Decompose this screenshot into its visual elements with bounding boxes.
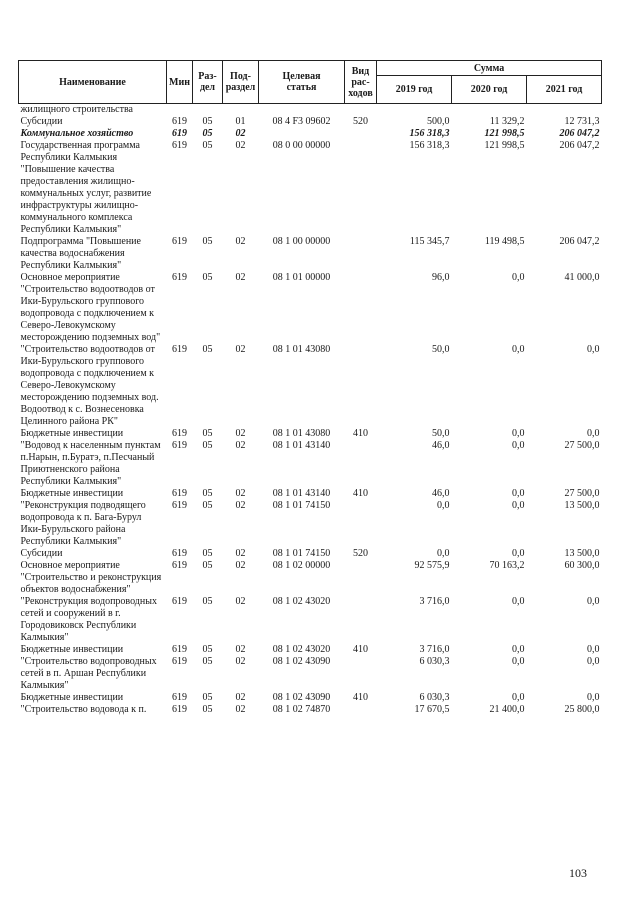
header-year-2021: 2021 год	[527, 76, 602, 104]
cell-name: Бюджетные инвестиции	[20, 428, 124, 439]
cell-2020: 0,0	[512, 488, 525, 499]
cell-2019: 500,0	[427, 116, 450, 127]
cell-name: "Строительство водоотводов от Ики-Бурульского группового водопровода с подключением к Северо-Левокумскому месторождению подземных вод. Водоотвод к с. Вознесеновка Целинного района РК"	[20, 344, 159, 427]
cell-2021: 41 000,0	[564, 272, 600, 283]
cell-vid: 410	[353, 488, 368, 499]
table-row	[19, 656, 602, 692]
cell-2020: 70 163,2	[489, 560, 525, 571]
cell-2019: 6 030,3	[419, 656, 450, 667]
cell-2020: 0,0	[512, 656, 525, 667]
cell-min: 619	[172, 548, 187, 559]
header-min: Мин	[167, 61, 193, 104]
cell-podrazdel	[223, 104, 259, 117]
cell-vid	[345, 236, 377, 272]
table-row	[19, 104, 602, 117]
cell-2021: 13 500,0	[564, 500, 600, 511]
cell-celevaya: 08 1 00 00000	[272, 236, 331, 247]
header-razdel: Раз- дел	[193, 61, 223, 104]
header-name: Наименование	[19, 61, 167, 104]
page-number: 103	[569, 866, 587, 880]
cell-2019: 96,0	[432, 272, 450, 283]
cell-min: 619	[172, 692, 187, 703]
cell-2021	[527, 104, 602, 117]
cell-podrazdel: 02	[235, 644, 246, 655]
cell-razdel: 05	[202, 128, 213, 139]
header-vid: Вид рас- ходов	[345, 61, 377, 104]
cell-2020: 11 329,2	[489, 116, 525, 127]
cell-2020	[452, 104, 527, 117]
cell-2021: 60 300,0	[564, 560, 600, 571]
cell-2019: 92 575,9	[414, 560, 450, 571]
cell-name: Бюджетные инвестиции	[20, 692, 124, 703]
cell-celevaya	[259, 104, 345, 117]
cell-name: Основное мероприятие "Строительство водоотводов от Ики-Бурульского группового водопровода с подключением к Северо-Левокумскому месторождению подземных вод"	[20, 272, 161, 343]
cell-2019: 3 716,0	[419, 644, 450, 655]
cell-celevaya: 08 1 01 43080	[272, 428, 331, 439]
cell-name: Государственная программа Республики Калмыкия "Повышение качества предоставления жилищно-коммунальных услуг, развитие инфраструктуры жилищно-коммунального комплекса Республики Калмыкия"	[20, 140, 152, 235]
cell-vid	[345, 104, 377, 117]
cell-name: Коммунальное хозяйство	[20, 128, 134, 139]
cell-min: 619	[172, 644, 187, 655]
cell-razdel: 05	[202, 548, 213, 559]
table-body	[19, 104, 602, 717]
table-row	[19, 704, 602, 716]
cell-podrazdel: 02	[235, 272, 246, 283]
cell-podrazdel: 02	[235, 236, 246, 247]
cell-celevaya: 08 1 01 43080	[272, 344, 331, 355]
cell-name: "Реконструкция подводящего водопровода к п. Бага-Бурул Ики-Бурульского района Республики Калмыкия"	[20, 500, 146, 547]
table-row	[19, 548, 602, 560]
cell-celevaya	[259, 128, 345, 140]
cell-celevaya: 08 1 02 43090	[272, 692, 331, 703]
cell-podrazdel: 02	[235, 704, 246, 715]
cell-min: 619	[172, 596, 187, 607]
cell-razdel: 05	[202, 236, 213, 247]
table-header	[19, 61, 602, 104]
cell-name: "Строительство водопроводных сетей в п. Аршан Республики Калмыкия"	[20, 656, 157, 691]
cell-vid: 520	[353, 548, 368, 559]
cell-podrazdel: 02	[235, 488, 246, 499]
cell-2021: 25 800,0	[564, 704, 600, 715]
cell-vid: 520	[353, 116, 368, 127]
cell-2019: 17 670,5	[414, 704, 450, 715]
cell-celevaya: 08 1 02 43020	[272, 596, 331, 607]
cell-min: 619	[172, 116, 187, 127]
cell-razdel: 05	[202, 692, 213, 703]
cell-2021: 0,0	[587, 656, 600, 667]
cell-celevaya: 08 1 01 43140	[272, 488, 331, 499]
cell-celevaya: 08 1 01 43140	[272, 440, 331, 451]
cell-podrazdel: 02	[235, 428, 246, 439]
cell-name: Подпрограмма "Повышение качества водоснабжения Республики Калмыкия"	[20, 236, 141, 271]
cell-min: 619	[172, 428, 187, 439]
cell-podrazdel: 02	[235, 140, 246, 151]
cell-podrazdel: 01	[235, 116, 246, 127]
cell-2021: 0,0	[587, 428, 600, 439]
cell-razdel: 05	[202, 704, 213, 715]
cell-2020: 0,0	[512, 428, 525, 439]
cell-razdel: 05	[202, 656, 213, 667]
table-row	[19, 344, 602, 428]
cell-2019: 46,0	[432, 440, 450, 451]
cell-min: 619	[172, 656, 187, 667]
table-row	[19, 236, 602, 272]
cell-2020: 121 998,5	[484, 140, 525, 151]
cell-2021: 27 500,0	[564, 440, 600, 451]
cell-2019: 3 716,0	[419, 596, 450, 607]
cell-razdel: 05	[202, 116, 213, 127]
cell-min: 619	[172, 128, 187, 139]
cell-podrazdel: 02	[235, 344, 246, 355]
cell-vid: 410	[353, 428, 368, 439]
cell-2019: 0,0	[437, 548, 450, 559]
cell-2020: 21 400,0	[489, 704, 525, 715]
cell-2019: 156 318,3	[409, 128, 450, 139]
cell-razdel: 05	[202, 596, 213, 607]
cell-name: Бюджетные инвестиции	[20, 488, 124, 499]
cell-2021: 0,0	[587, 596, 600, 607]
table-row	[19, 644, 602, 656]
cell-2019: 6 030,3	[419, 692, 450, 703]
cell-celevaya: 08 1 01 74150	[272, 500, 331, 511]
cell-razdel: 05	[202, 644, 213, 655]
cell-vid: 410	[353, 692, 368, 703]
cell-razdel: 05	[202, 140, 213, 151]
table-row	[19, 140, 602, 236]
cell-celevaya: 08 1 01 74150	[272, 548, 331, 559]
cell-2021: 0,0	[587, 644, 600, 655]
cell-min: 619	[172, 272, 187, 283]
cell-2019: 0,0	[437, 500, 450, 511]
cell-podrazdel: 02	[235, 440, 246, 451]
cell-min: 619	[172, 560, 187, 571]
cell-podrazdel: 02	[235, 656, 246, 667]
cell-name: Субсидии	[20, 116, 63, 127]
cell-celevaya: 08 1 01 00000	[272, 272, 331, 283]
cell-vid	[345, 596, 377, 644]
cell-name: Основное мероприятие "Строительство и реконструкция объектов водоснабжения"	[20, 560, 162, 595]
cell-2021: 206 047,2	[559, 128, 600, 139]
cell-2020: 0,0	[512, 644, 525, 655]
cell-name: "Реконструкция водопроводных сетей и сооружений в г. Городовиковск Республики Калмыкия"	[20, 596, 157, 643]
cell-razdel: 05	[202, 440, 213, 451]
cell-2019	[377, 104, 452, 117]
table-row	[19, 272, 602, 344]
cell-name: Субсидии	[20, 548, 63, 559]
cell-min: 619	[172, 488, 187, 499]
cell-min: 619	[172, 236, 187, 247]
cell-2020: 0,0	[512, 692, 525, 703]
cell-vid	[345, 704, 377, 716]
cell-vid: 410	[353, 644, 368, 655]
cell-celevaya: 08 0 00 00000	[272, 140, 331, 151]
cell-name: Бюджетные инвестиции	[20, 644, 124, 655]
cell-2021: 27 500,0	[564, 488, 600, 499]
table-row	[19, 116, 602, 128]
cell-2020: 121 998,5	[484, 128, 525, 139]
table-row	[19, 692, 602, 704]
cell-2019: 50,0	[432, 428, 450, 439]
table-row	[19, 128, 602, 140]
cell-2021: 13 500,0	[564, 548, 600, 559]
cell-2021: 0,0	[587, 344, 600, 355]
budget-table	[18, 60, 602, 716]
cell-2020: 119 498,5	[484, 236, 525, 247]
cell-razdel: 05	[202, 344, 213, 355]
cell-2019: 156 318,3	[409, 140, 450, 151]
cell-vid	[345, 440, 377, 488]
header-celevaya: Целевая статья	[259, 61, 345, 104]
cell-celevaya: 08 1 02 00000	[272, 560, 331, 571]
cell-2021: 206 047,2	[559, 236, 600, 247]
header-podrazdel: Под- раздел	[223, 61, 259, 104]
cell-2020: 0,0	[512, 344, 525, 355]
table-row	[19, 560, 602, 596]
cell-podrazdel: 02	[235, 500, 246, 511]
cell-podrazdel: 02	[235, 128, 246, 139]
header-year-2019: 2019 год	[377, 76, 452, 104]
header-summa: Сумма	[377, 61, 602, 76]
cell-vid	[345, 344, 377, 428]
cell-podrazdel: 02	[235, 548, 246, 559]
cell-vid	[345, 272, 377, 344]
cell-name: жилищного строительства	[20, 104, 133, 115]
cell-min: 619	[172, 500, 187, 511]
cell-min: 619	[172, 440, 187, 451]
cell-vid	[345, 500, 377, 548]
cell-2020: 0,0	[512, 596, 525, 607]
cell-2021: 12 731,3	[564, 116, 600, 127]
cell-2020: 0,0	[512, 440, 525, 451]
table-row	[19, 440, 602, 488]
table-row	[19, 500, 602, 548]
cell-celevaya: 08 1 02 43090	[272, 656, 331, 667]
cell-podrazdel: 02	[235, 596, 246, 607]
cell-2019: 115 345,7	[409, 236, 450, 247]
cell-vid	[345, 656, 377, 692]
cell-razdel: 05	[202, 500, 213, 511]
cell-2020: 0,0	[512, 500, 525, 511]
cell-min: 619	[172, 344, 187, 355]
cell-2021: 206 047,2	[559, 140, 600, 151]
cell-2019: 50,0	[432, 344, 450, 355]
cell-2021: 0,0	[587, 692, 600, 703]
table-row	[19, 488, 602, 500]
cell-name: "Строительство водовода к п.	[20, 704, 147, 715]
cell-podrazdel: 02	[235, 560, 246, 571]
cell-vid	[345, 128, 377, 140]
cell-min: 619	[172, 140, 187, 151]
cell-min	[167, 104, 193, 117]
cell-2020: 0,0	[512, 548, 525, 559]
header-year-2020: 2020 год	[452, 76, 527, 104]
table-row	[19, 596, 602, 644]
table-row	[19, 428, 602, 440]
cell-min: 619	[172, 704, 187, 715]
cell-podrazdel: 02	[235, 692, 246, 703]
cell-celevaya: 08 1 02 43020	[272, 644, 331, 655]
cell-name: "Водовод к населенным пунктам п.Нарын, п.Буратэ, п.Песчаный Приютненского района Республики Калмыкия"	[20, 440, 161, 487]
cell-razdel	[193, 104, 223, 117]
cell-vid	[345, 560, 377, 596]
cell-celevaya: 08 4 F3 09602	[272, 116, 331, 127]
cell-razdel: 05	[202, 428, 213, 439]
cell-razdel: 05	[202, 488, 213, 499]
cell-celevaya: 08 1 02 74870	[272, 704, 331, 715]
cell-razdel: 05	[202, 272, 213, 283]
cell-2019: 46,0	[432, 488, 450, 499]
cell-razdel: 05	[202, 560, 213, 571]
cell-2020: 0,0	[512, 272, 525, 283]
cell-vid	[345, 140, 377, 236]
